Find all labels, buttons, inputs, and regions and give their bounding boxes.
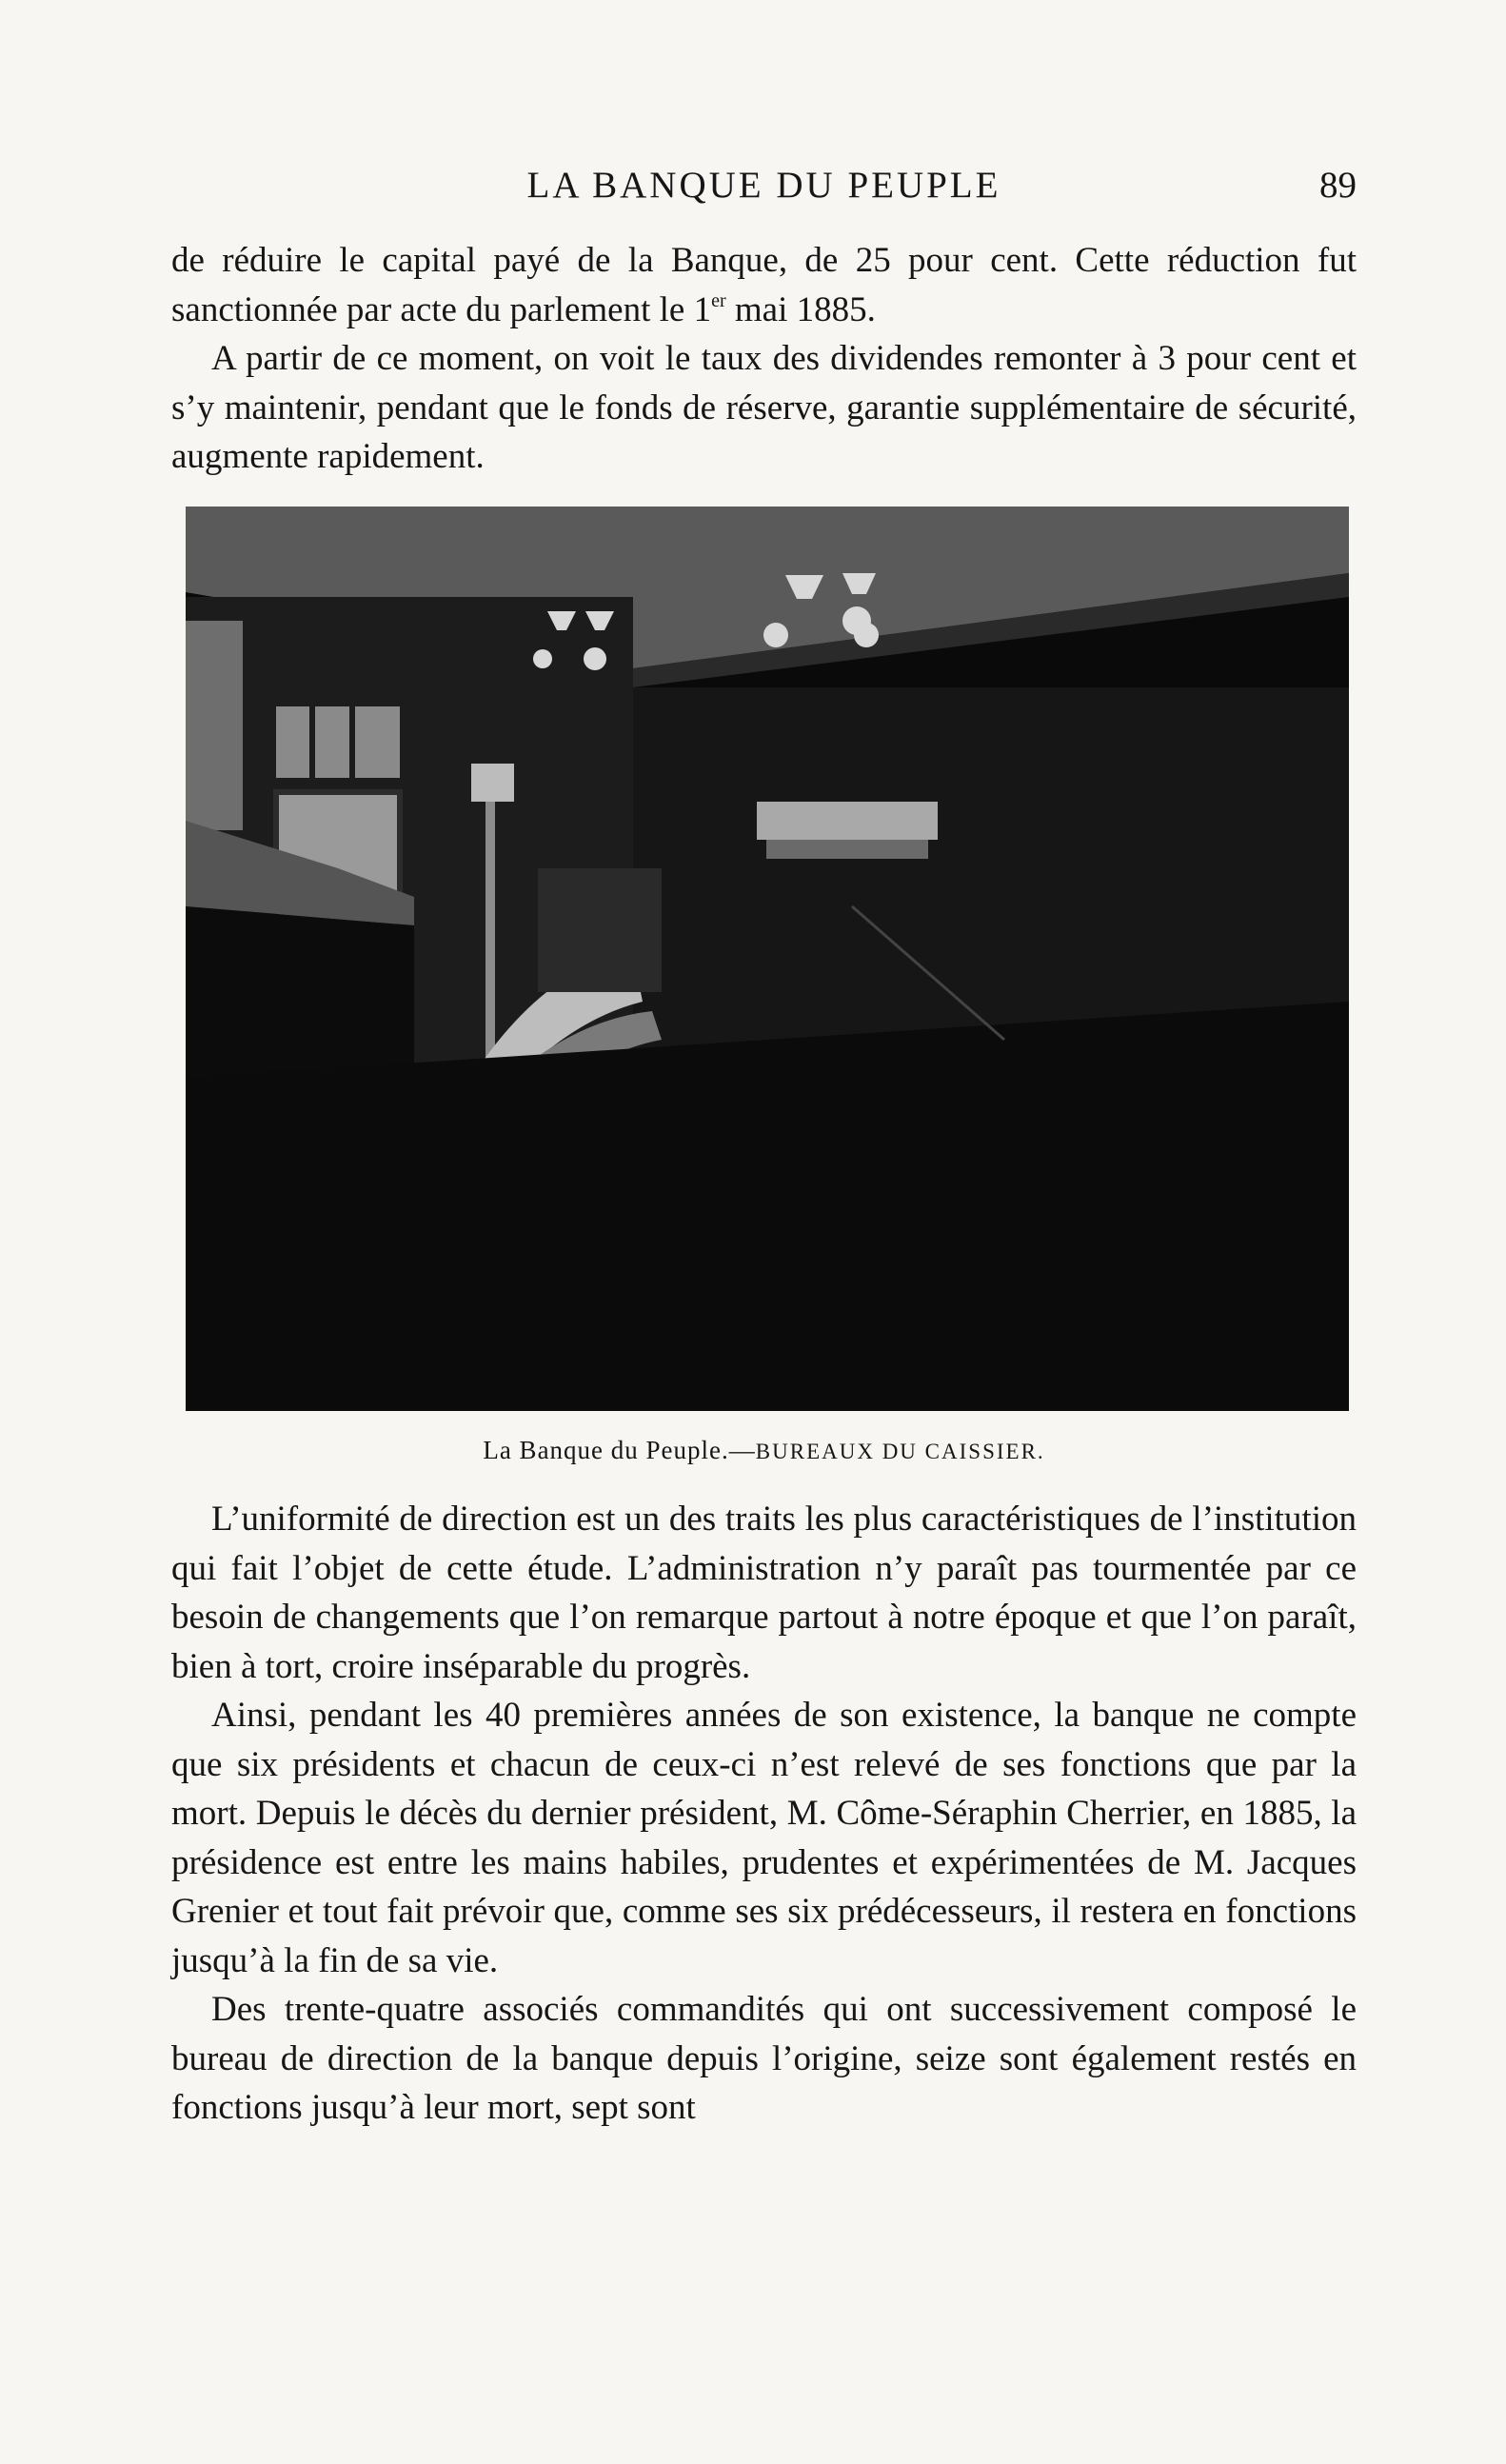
photo-ledger-stack <box>757 802 938 840</box>
paragraph: A partir de ce moment, on voit le taux des dividendes remonter à 3 pour cent et s’y maintenir, pendant que le fonds de réserve, garantie supplémentaire de sécurité, augmente rapidement. <box>171 339 1357 476</box>
paragraph: L’uniformité de direction est un des traits les plus caractéristiques de l’institution qui fait l’objet de cette étude. L’administration n’y paraît pas tourmentée par ce besoin de changements que l’on remarque partout à notre époque et que l’on paraît, bien à tort, croire inséparable du progrès. <box>171 1500 1357 1686</box>
photograph-drawing <box>186 507 1349 1411</box>
bottom-text-block <box>171 1495 1357 2133</box>
top-text-block <box>171 236 1357 482</box>
superscript-ordinal: er <box>711 289 726 311</box>
photo-lamp-stand <box>485 802 495 1059</box>
photo-mullion <box>309 706 315 778</box>
caption-lead: La Banque du Peuple.— <box>483 1436 756 1464</box>
paragraph: Ainsi, pendant les 40 premières années de son existence, la banque ne compte que six présidents et chacun de ceux-ci n’est relevé de ses fonctions que par la mort. Depuis le décès du dernier président, M. Côme-Séraphin Cherrier, en 1885, la présidence est entre les mains habiles, prudentes et expérimentées de M. Jacques Grenier et tout fait prévoir que, comme ses six prédécesseurs, il restera en fonctions jusqu’à la fin de sa vie. <box>171 1696 1357 1980</box>
photo-ledger-stack <box>766 840 928 859</box>
running-title: LA BANQUE DU PEUPLE <box>526 165 1001 206</box>
paragraph-continued <box>171 236 1357 334</box>
page-header <box>171 164 1357 211</box>
paragraph-text-end: mai 1885. <box>725 289 876 329</box>
paragraph: Des trente-quatre associés commandités qui ont successivement composé le bureau de direction de la banque depuis l’origine, seize sont également restés en fonctions jusqu’à leur mort, sept sont <box>171 1990 1357 2127</box>
caption-title: BUREAUX DU CAISSIER. <box>755 1440 1045 1463</box>
photo-counter-front <box>186 906 414 1078</box>
page-number: 89 <box>1319 165 1357 206</box>
photo-mullion <box>349 706 355 778</box>
photo-chair-shadow <box>538 868 662 992</box>
figure-caption <box>171 1436 1357 1465</box>
photo-transom <box>276 706 400 778</box>
photo-lamp-stand <box>471 764 514 802</box>
cashier-office-photograph <box>186 507 1349 1411</box>
paragraph-text: de réduire le capital payé de la Banque, de 25 pour cent. Cette réduction fut sanctionnée par acte du parlement le 1 <box>171 241 1357 329</box>
photo-window-left <box>186 621 243 830</box>
